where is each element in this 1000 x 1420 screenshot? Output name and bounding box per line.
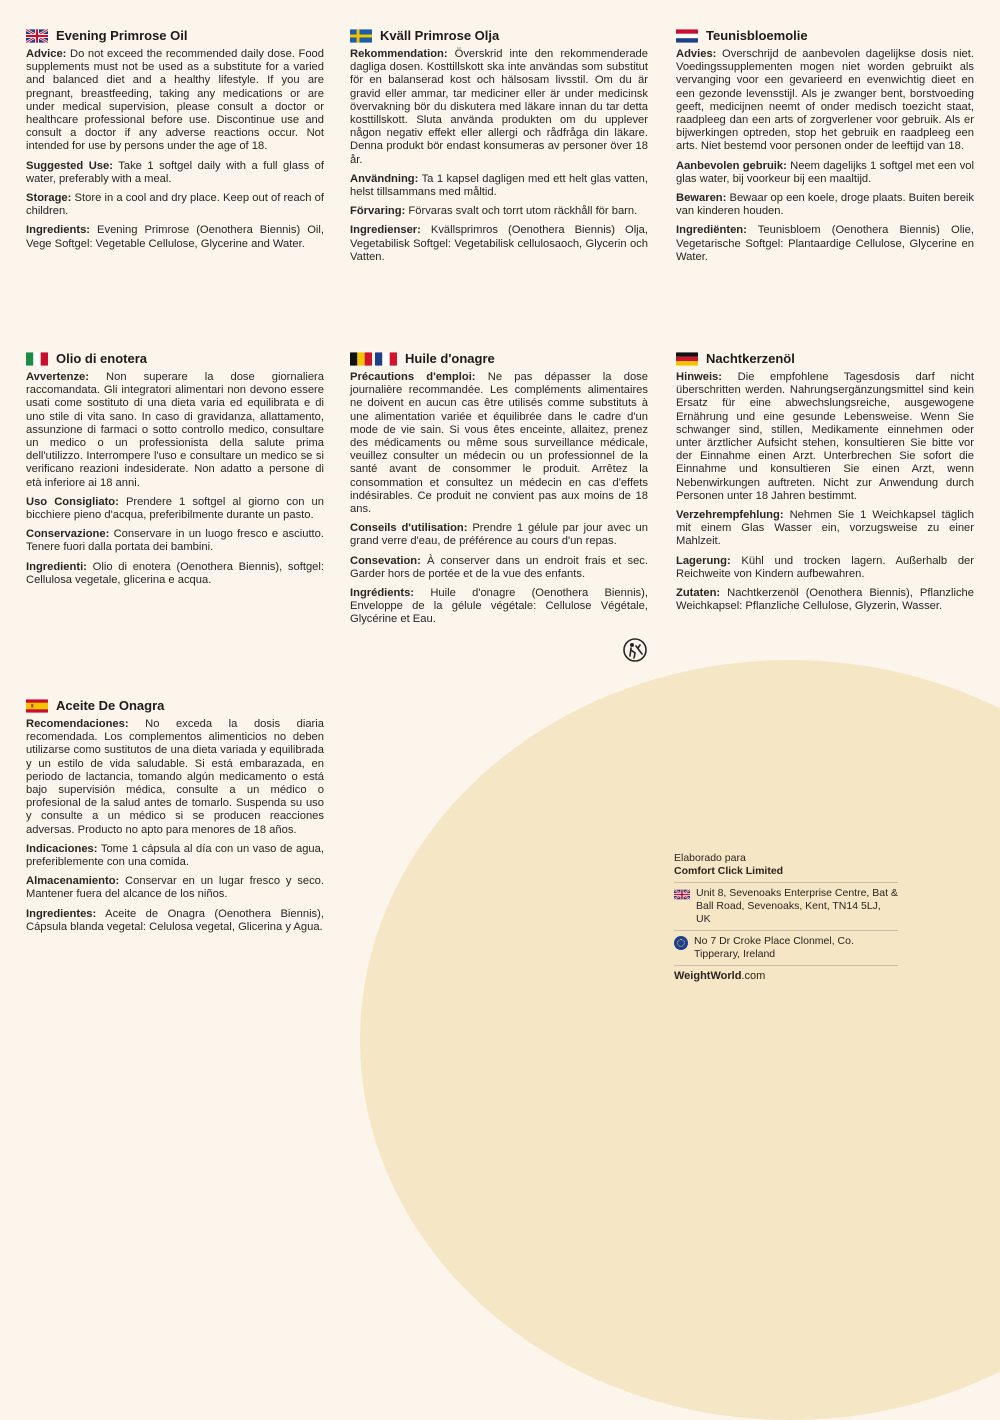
ingredients-paragraph: Ingredientes: Aceite de Onagra (Oenothera Biennis), Cápsula blanda vegetal: Celulosa vegetal, Glicerina y Agua. — [26, 907, 324, 933]
suggested-use-paragraph: Conseils d'utilisation: Prendre 1 gélule par jour avec un grand verre d'eau, de préférence au cours d'un repas. — [350, 522, 648, 548]
suggested-use-paragraph: Aanbevolen gebruik: Neem dagelijks 1 softgel met een vol glas water, bij voorkeur bij een maaltijd. — [676, 159, 974, 185]
advice-paragraph: Advice: Do not exceed the recommended daily dose. Food supplements must not be used as a substitute for a varied and balanced diet and a healthy lifestyle. If you are pregnant, breastfeeding, taking any medications or are under medical supervision, please consult a doctor or healthcare professional before use. Discontinue use and consult a doctor if any adverse reactions occur. Not intended for use by persons under the age of 18. — [26, 48, 324, 153]
advice-paragraph: Précautions d'emploi: Ne pas dépasser la dose journalière recommandée. Les compléments alimentaires ne doivent en aucun cas être utilisés comme substituts à une alimentation variée et équilibrée dans le cadre d'un mode de vie sain. Si vous êtes enceinte, allaitez, prenez des médicaments ou même sous surveillance médicale, veuillez consulter un médecin ou un professionnel de la santé avant de consommer le produit. Arrêtez la consommation et consultez un médecin en cas d'effets indésirables. Ce produit ne convient pas aux moins de 18 ans. — [350, 371, 649, 516]
ingredients-paragraph: Ingredienser: Kvällsprimros (Oenothera Biennis) Olja, Vegetabilisk Softgel: Vegetabilisk cellulosaoch, Glycerin och Vatten. — [350, 224, 648, 263]
background-circle — [360, 660, 1000, 1420]
storage-paragraph: Conservazione: Conservare in un luogo fresco e asciutto. Tenere fuori dalla portata dei bambini. — [26, 528, 324, 554]
storage-paragraph: Consevation: À conserver dans un endroit frais et sec. Garder hors de portée et de la vue des enfants. — [350, 554, 648, 580]
section-header — [26, 28, 324, 43]
ingredients-paragraph: Zutaten: Nachtkerzenöl (Oenothera Biennis), Pflanzliche Weichkapsel: Pflanzliche Cellulose, Glyzerin, Wasser. — [676, 587, 974, 613]
advice-paragraph: Advies: Overschrijd de aanbevolen dagelijkse dosis niet. Voedingssupplementen mogen niet worden gebruikt als vervanging voor een gevarieerd en evenwichtig dieet en een gezonde levensstijl. Als je zwanger bent, borstvoeding geeft, medicijnen neemt of onder medisch toezicht staat, raadpleeg dan een arts of zorgverlener voor gebruik. Als er bijwerkingen optreden, stop het gebruik en raadpleeg een arts. Niet bestemd voor personen onder de leeftijd van 18. — [676, 48, 974, 153]
eu-address: No 7 Dr Croke Place Clonmel, Co. Tipperary, Ireland — [694, 935, 854, 960]
ingredients-paragraph: Ingredients: Evening Primrose (Oenothera Biennis) Oil, Vege Softgel: Vegetable Cellulose, Glycerine and Water. — [26, 224, 324, 250]
company-name: Comfort Click Limited — [674, 865, 898, 883]
spain-flag-icon — [26, 699, 48, 713]
section-spanish — [26, 698, 324, 940]
storage-paragraph: Bewaren: Bewaar op een koele, droge plaats. Buiten bereik van kinderen houden. — [676, 192, 974, 218]
section-title: Nachtkerzenöl — [706, 351, 795, 366]
italy-flag-icon — [26, 352, 48, 366]
made-for-label: Elaborado para — [674, 852, 746, 864]
advice-paragraph: Hinweis: Die empfohlene Tagesdosis darf nicht überschritten werden. Nahrungsergänzungsmittel sind kein Ersatz für eine abwechslungsreiche, ausgewogene Ernährung und eine gesunde Lebensweise. Wenn Sie schwanger sind, stillen, Medikamente einnehmen oder unter ärztlicher Aufsicht stehen, konsultieren Sie bitte vor der Einnahme einen Arzt. Unterbrechen Sie sofort die Einnahme und konsultieren Sie einen Arzt, wenn Nebenwirkungen auftreten. Nicht zur Anwendung durch Personen unter 18 Jahren bestimmt. — [676, 371, 974, 502]
section-title: Aceite De Onagra — [56, 698, 165, 713]
website: WeightWorld.com — [674, 970, 766, 982]
section-header — [676, 28, 974, 43]
ingredients-paragraph: Ingredienti: Olio di enotera (Oenothera Biennis), softgel: Cellulosa vegetale, glicerina e acqua. — [26, 560, 324, 586]
section-header — [350, 28, 648, 43]
section-title: Kväll Primrose Olja — [380, 28, 500, 43]
suggested-use-paragraph: Användning: Ta 1 kapsel dagligen med ett helt glas vatten, helst tillsammans med måltid. — [350, 172, 648, 199]
uk-address-row — [674, 883, 898, 931]
netherlands-flag-icon — [676, 29, 698, 43]
section-french — [350, 351, 648, 668]
section-header — [676, 351, 974, 366]
section-header — [26, 698, 324, 713]
eu-address-row — [674, 931, 898, 966]
eu-flag-icon — [674, 936, 688, 950]
section-header — [350, 351, 648, 366]
advice-paragraph: Rekommendation: Överskrid inte den rekommenderade dagliga dosen. Kosttillskott ska inte användas som substitut för en balanserad kost och hälsosam livsstil. Om du är gravid eller ammar, tar mediciner eller är under medicinsk övervakning bör du diskutera med läkare innan du tar detta kosttillskott. Sluta använda produkten om du upplever någon negativ effekt eller allergi och rådfråga din läkare. Denna produkt bör endast konsumeras av personer över 18 år. — [350, 48, 648, 166]
storage-paragraph: Lagerung: Kühl und trocken lagern. Außerhalb der Reichweite von Kindern aufbewahren. — [676, 554, 974, 580]
section-title: Huile d'onagre — [405, 351, 495, 366]
advice-paragraph: Avvertenze: Non superare la dose giornaliera raccomandata. Gli integratori alimentari non devono essere usati come sostituto di una dieta varia ed equilibrata e di uno stile di vita sano. In caso di gravidanza, allattamento, assunzione di farmaci o sotto controllo medico, consultare un medico o un professionista della salute prima dell'utilizzo. Interrompere l'uso e consultare un medico se si verificano reazioni indesiderate. Non adatto a persone di età inferiore ai 18 anni. — [26, 371, 324, 489]
section-german — [676, 351, 974, 619]
section-title: Evening Primrose Oil — [56, 28, 188, 43]
uk-flag-icon — [26, 29, 48, 43]
suggested-use-paragraph: Uso Consigliato: Prendere 1 softgel al giorno con un bicchiere pieno d'acqua, preferibilmente durante un pasto. — [26, 495, 324, 522]
sweden-flag-icon — [350, 29, 372, 43]
ingredients-paragraph: Ingrediënten: Teunisbloem (Oenothera Biennis) Olie, Vegetarische Softgel: Plantaardige Cellulose, Glycerine en Water. — [676, 224, 974, 263]
triman-recycle-icon — [622, 637, 648, 663]
storage-paragraph: Storage: Store in a cool and dry place. Keep out of reach of children. — [26, 192, 324, 218]
storage-paragraph: Förvaring: Förvaras svalt och torrt utom räckhåll för barn. — [350, 205, 638, 218]
uk-address: Unit 8, Sevenoaks Enterprise Centre, Bat & Ball Road, Sevenoaks, Kent, TN14 5LJ, UK — [696, 887, 898, 925]
ingredients-paragraph: Ingrédients: Huile d'onagre (Oenothera Biennis), Enveloppe de la gélule végétale: Cellulose Végétale, Glycérine et Eau. — [350, 587, 648, 626]
suggested-use-paragraph: Verzehrempfehlung: Nehmen Sie 1 Weichkapsel täglich mit einem Glas Wasser ein, vorzugsweise zu einer Mahlzeit. — [676, 509, 974, 548]
suggested-use-paragraph: Indicaciones: Tome 1 cápsula al día con un vaso de agua, preferiblemente con una comida. — [26, 842, 324, 869]
section-dutch — [676, 28, 974, 270]
section-header — [26, 351, 324, 366]
uk-flag-icon — [674, 889, 690, 900]
advice-paragraph: Recomendaciones: No exceda la dosis diaria recomendada. Los complementos alimenticios no deben utilizarse como sustitutos de una dieta variada y equilibrada y un estilo de vida saludable. Si está embarazada, en periodo de lactancia, tomando algún medicamento o está bajo supervisión médica, consulte a un médico o profesional de la salud antes de tomarlo. Suspenda su uso y consulte a un médico si se producen reacciones adversas. Producto no apto para menores de 18 años. — [26, 718, 324, 836]
section-title: Olio di enotera — [56, 351, 148, 366]
germany-flag-icon — [676, 352, 698, 366]
manufacturer-info — [674, 852, 898, 983]
section-italian — [26, 351, 324, 593]
section-swedish — [350, 28, 648, 270]
section-english — [26, 28, 324, 257]
belgium-flag-icon — [350, 352, 372, 366]
suggested-use-paragraph: Suggested Use: Take 1 softgel daily with a full glass of water, preferably with a meal. — [26, 159, 324, 185]
storage-paragraph: Almacenamiento: Conservar en un lugar fresco y seco. Mantener fuera del alcance de los niños. — [26, 875, 324, 901]
belgium-france-flags-icon — [350, 352, 397, 366]
france-flag-icon — [375, 352, 397, 366]
section-title: Teunisbloemolie — [706, 28, 808, 43]
